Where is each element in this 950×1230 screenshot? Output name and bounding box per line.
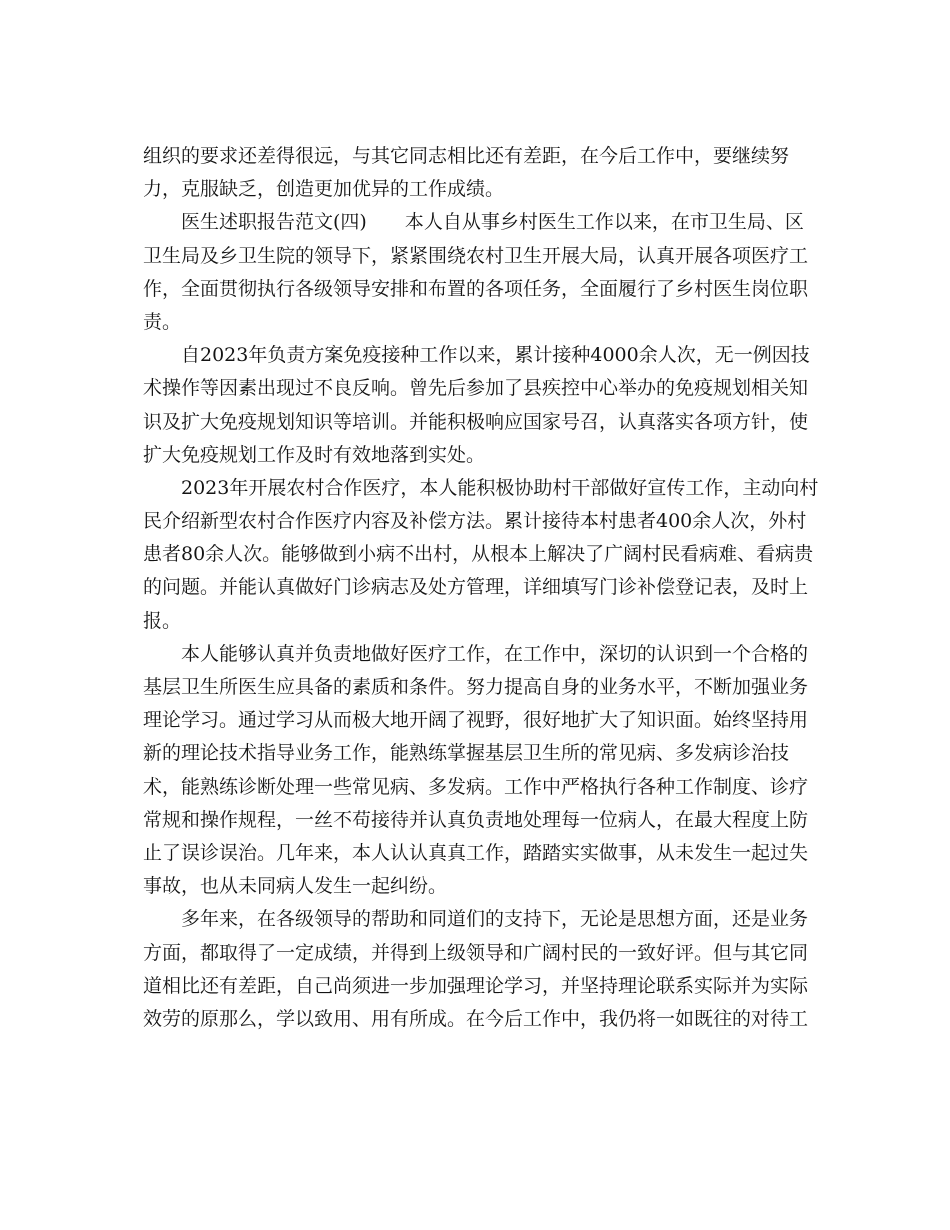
text-line: 基层卫生所医生应具备的素质和条件。努力提高自身的业务水平，不断加强业务 bbox=[143, 676, 809, 698]
paragraph-report-four-intro bbox=[143, 206, 808, 339]
text-line: 患者80余人次。能够做到小病不出村，从根本上解决了广阔村民看病难、看病贵 bbox=[143, 543, 814, 566]
text-line: 2023年开展农村合作医疗，本人能积极协助村干部做好宣传工作，主动向村 bbox=[181, 476, 819, 499]
text-line: 多年来，在各级领导的帮助和同道们的支持下，无论是思想方面，还是业务 bbox=[181, 908, 809, 931]
paragraph-immunization bbox=[143, 339, 808, 472]
text-line: 作，全面贯彻执行各级领导安排和布置的各项任务，全面履行了乡村医生岗位职 bbox=[143, 277, 809, 300]
text-line: 卫生局及乡卫生院的领导下，紧紧围绕农村卫生开展大局，认真开展各项医疗工 bbox=[143, 244, 809, 267]
text-line: 止了误诊误治。几年来，本人认认真真工作，踏踏实实做事，从未发生一起过失 bbox=[143, 841, 809, 864]
text-line: 医生述职报告范文(四) 本人自从事乡村医生工作以来，在市卫生局、区 bbox=[181, 211, 804, 234]
text-line: 力，克服缺乏，创造更加优异的工作成绩。 bbox=[143, 178, 505, 201]
paragraph-cooperative-medical bbox=[143, 472, 819, 638]
text-line: 识及扩大免疫规划知识等培训。并能积极响应国家号召，认真落实各项方针，使 bbox=[143, 410, 809, 433]
text-line: 责。 bbox=[143, 310, 182, 333]
text-line: 本人能够认真并负责地做好医疗工作，在工作中，深切的认识到一个合格的 bbox=[181, 642, 809, 665]
text-line: 效劳的原那么，学以致用、用有所成。在今后工作中，我仍将一如既往的对待工 bbox=[143, 1007, 809, 1030]
text-line: 术操作等因素出现过不良反响。曾先后参加了县疾控中心举办的免疫规划相关知 bbox=[143, 377, 809, 400]
text-line: 理论学习。通过学习从而极大地开阔了视野，很好地扩大了知识面。始终坚持用 bbox=[143, 709, 809, 732]
text-line: 方面，都取得了一定成绩，并得到上级领导和广阔村民的一致好评。但与其它同 bbox=[143, 941, 809, 964]
document-body bbox=[143, 140, 819, 1036]
text-line: 常规和操作规程，一丝不苟接待并认真负责地处理每一位病人，在最大程度上防 bbox=[143, 808, 809, 831]
text-line: 新的理论技术指导业务工作，能熟练掌握基层卫生所的常见病、多发病诊治技 bbox=[143, 742, 790, 765]
text-line: 民介绍新型农村合作医疗内容及补偿方法。累计接待本村患者400余人次，外村 bbox=[143, 510, 807, 533]
text-line: 术，能熟练诊断处理一些常见病、多发病。工作中严格执行各种工作制度、诊疗 bbox=[143, 775, 809, 798]
text-line: 自2023年负责方案免疫接种工作以来，累计接种4000余人次，无一例因技 bbox=[181, 344, 810, 367]
text-line: 事故，也从未同病人发生一起纠纷。 bbox=[143, 875, 448, 898]
text-line: 扩大免疫规划工作及时有效地落到实处。 bbox=[143, 443, 486, 466]
paragraph-summary bbox=[143, 903, 808, 1036]
text-line: 组织的要求还差得很远，与其它同志相比还有差距，在今后工作中，要继续努 bbox=[143, 145, 790, 167]
text-line: 报。 bbox=[143, 609, 182, 632]
paragraph-closing-previous bbox=[143, 140, 808, 206]
paragraph-medical-work bbox=[143, 638, 808, 904]
text-line: 的问题。并能认真做好门诊病志及处方管理，详细填写门诊补偿登记表，及时上 bbox=[143, 576, 809, 599]
text-line: 道相比还有差距，自己尚须进一步加强理论学习，并坚持理论联系实际并为实际 bbox=[143, 974, 809, 997]
